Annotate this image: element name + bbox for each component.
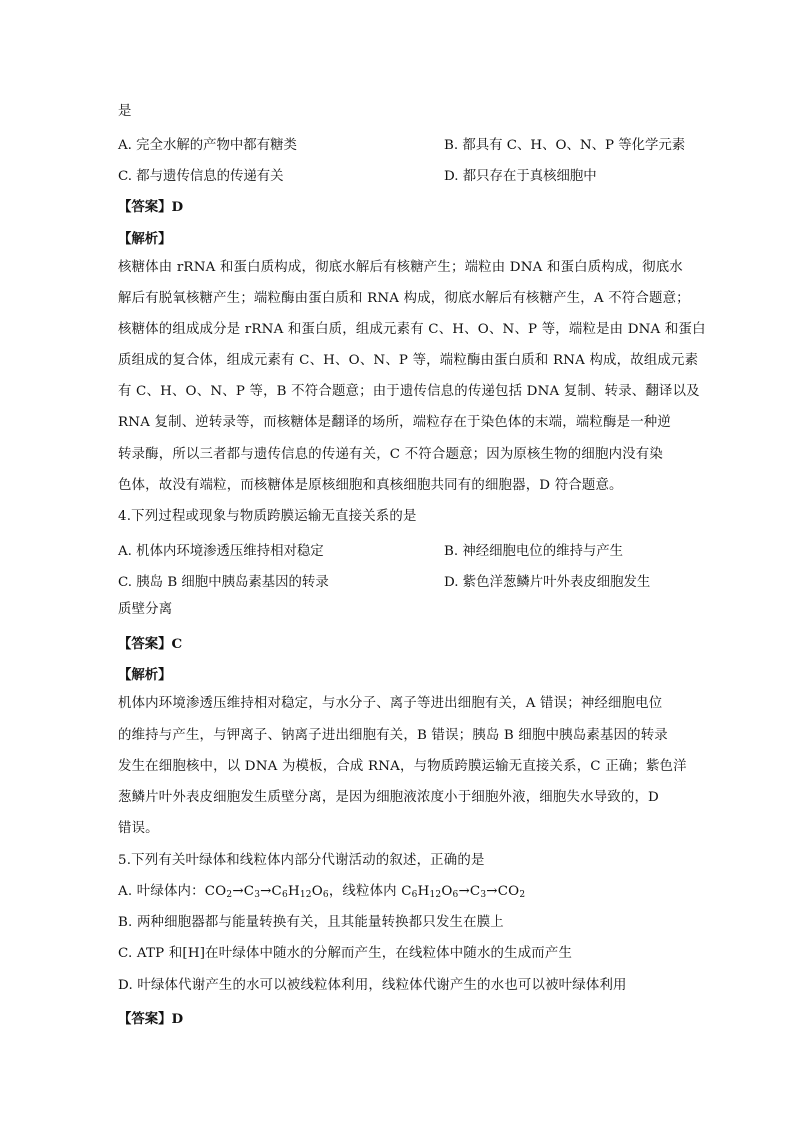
q3-analysis-line: 转录酶，所以三者都与遗传信息的传递有关，C 不符合题意；因为原核生物的细胞内没有染 bbox=[118, 447, 663, 462]
formula-text: →C bbox=[232, 884, 255, 899]
q4-option-c: C. 胰岛 B 细胞中胰岛素基因的转录 bbox=[118, 575, 329, 590]
q3-analysis-line: 有 C、H、O、N、P 等，B 不符合题意；由于遗传信息的传递包括 DNA 复制、转录、翻译以及 bbox=[118, 384, 700, 399]
formula-text: H bbox=[417, 884, 430, 899]
q3-analysis-line: 质组成的复合体，组成元素有 C、H、O、N、P 等，端粒酶由蛋白质和 RNA 构成，故组成元素 bbox=[118, 353, 699, 368]
q3-answer: 【答案】D bbox=[118, 199, 184, 215]
subscript: 6 bbox=[411, 890, 418, 900]
q5-option-d: D. 叶绿体代谢产生的水可以被线粒体利用，线粒体代谢产生的水也可以被叶绿体利用 bbox=[118, 978, 627, 993]
q3-option-d: D. 都只存在于真核细胞中 bbox=[444, 169, 597, 184]
formula-text: ，线粒体内 C bbox=[328, 884, 412, 899]
q3-analysis-line: 核糖体的组成成分是 rRNA 和蛋白质，组成元素有 C、H、O、N、P 等，端粒是由 DNA 和蛋白 bbox=[118, 322, 706, 337]
q3-analysis-line: 色体，故没有端粒，而核糖体是原核细胞和真核细胞共同有的细胞器，D 符合题意。 bbox=[118, 478, 623, 493]
q4-analysis-line: 发生在细胞核中，以 DNA 为模板，合成 RNA，与物质跨膜运输无直接关系，C 正确；紫色洋 bbox=[118, 759, 687, 774]
subscript: 6 bbox=[282, 890, 288, 900]
q3-analysis-line: RNA 复制、逆转录等，而核糖体是翻译的场所，端粒存在于染色体的末端，端粒酶是一种逆 bbox=[118, 415, 671, 430]
q4-analysis-label: 【解析】 bbox=[118, 667, 172, 683]
formula-text: A. 叶绿体内：CO bbox=[118, 884, 227, 899]
subscript: 2 bbox=[519, 890, 526, 900]
q4-option-d-continued: 质壁分离 bbox=[118, 602, 173, 617]
subscript: 12 bbox=[429, 890, 442, 900]
q4-answer: 【答案】C bbox=[118, 636, 183, 652]
q4-analysis-line: 错误。 bbox=[118, 821, 159, 836]
formula-text: →CO bbox=[486, 884, 520, 899]
q5-answer: 【答案】D bbox=[118, 1011, 184, 1027]
q5-option-b: B. 两种细胞器都与能量转换有关，且其能量转换都只发生在膜上 bbox=[118, 915, 504, 930]
formula-text: O bbox=[311, 884, 323, 899]
subscript: 3 bbox=[480, 890, 487, 900]
q3-analysis-label: 【解析】 bbox=[118, 231, 172, 247]
subscript: 12 bbox=[299, 890, 312, 900]
formula-text: H bbox=[287, 884, 300, 899]
subscript: 6 bbox=[452, 890, 459, 900]
q3-analysis-line: 解后有脱氧核糖产生；端粒酶由蛋白质和 RNA 构成，彻底水解后有核糖产生，A 不符合题意； bbox=[118, 291, 690, 306]
q5-option-a bbox=[118, 883, 525, 904]
q3-analysis-line: 核糖体由 rRNA 和蛋白质构成，彻底水解后有核糖产生；端粒由 DNA 和蛋白质构成，彻底水 bbox=[118, 260, 683, 275]
q4-stem: 4.下列过程或现象与物质跨膜运输无直接关系的是 bbox=[118, 509, 417, 524]
q3-option-c: C. 都与遗传信息的传递有关 bbox=[118, 169, 284, 184]
formula-text: →C bbox=[458, 884, 481, 899]
q4-analysis-line: 的维持与产生，与钾离子、钠离子进出细胞有关，B 错误；胰岛 B 细胞中胰岛素基因的转录 bbox=[118, 728, 668, 743]
q4-analysis-line: 机体内环境渗透压维持相对稳定，与水分子、离子等进出细胞有关，A 错误；神经细胞电位 bbox=[118, 696, 663, 711]
q3-option-b: B. 都具有 C、H、O、N、P 等化学元素 bbox=[444, 138, 686, 153]
q4-option-a: A. 机体内环境渗透压维持相对稳定 bbox=[118, 544, 324, 559]
q4-analysis-line: 葱鳞片叶外表皮细胞发生质壁分离，是因为细胞液浓度小于细胞外液，细胞失水导致的，D bbox=[118, 790, 659, 805]
q3-stem-tail: 是 bbox=[118, 104, 132, 119]
formula-text: →C bbox=[260, 884, 282, 899]
q5-option-c: C. ATP 和[H]在叶绿体中随水的分解而产生，在线粒体中随水的生成而产生 bbox=[118, 946, 573, 961]
subscript: 6 bbox=[322, 890, 329, 900]
q4-option-b: B. 神经细胞电位的维持与产生 bbox=[444, 544, 624, 559]
q3-option-a: A. 完全水解的产物中都有糖类 bbox=[118, 138, 297, 153]
q4-option-d: D. 紫色洋葱鳞片叶外表皮细胞发生 bbox=[444, 575, 651, 590]
q5-stem: 5.下列有关叶绿体和线粒体内部分代谢活动的叙述，正确的是 bbox=[118, 853, 485, 868]
subscript: 3 bbox=[254, 890, 261, 900]
formula-text: O bbox=[441, 884, 453, 899]
subscript: 2 bbox=[226, 890, 233, 900]
